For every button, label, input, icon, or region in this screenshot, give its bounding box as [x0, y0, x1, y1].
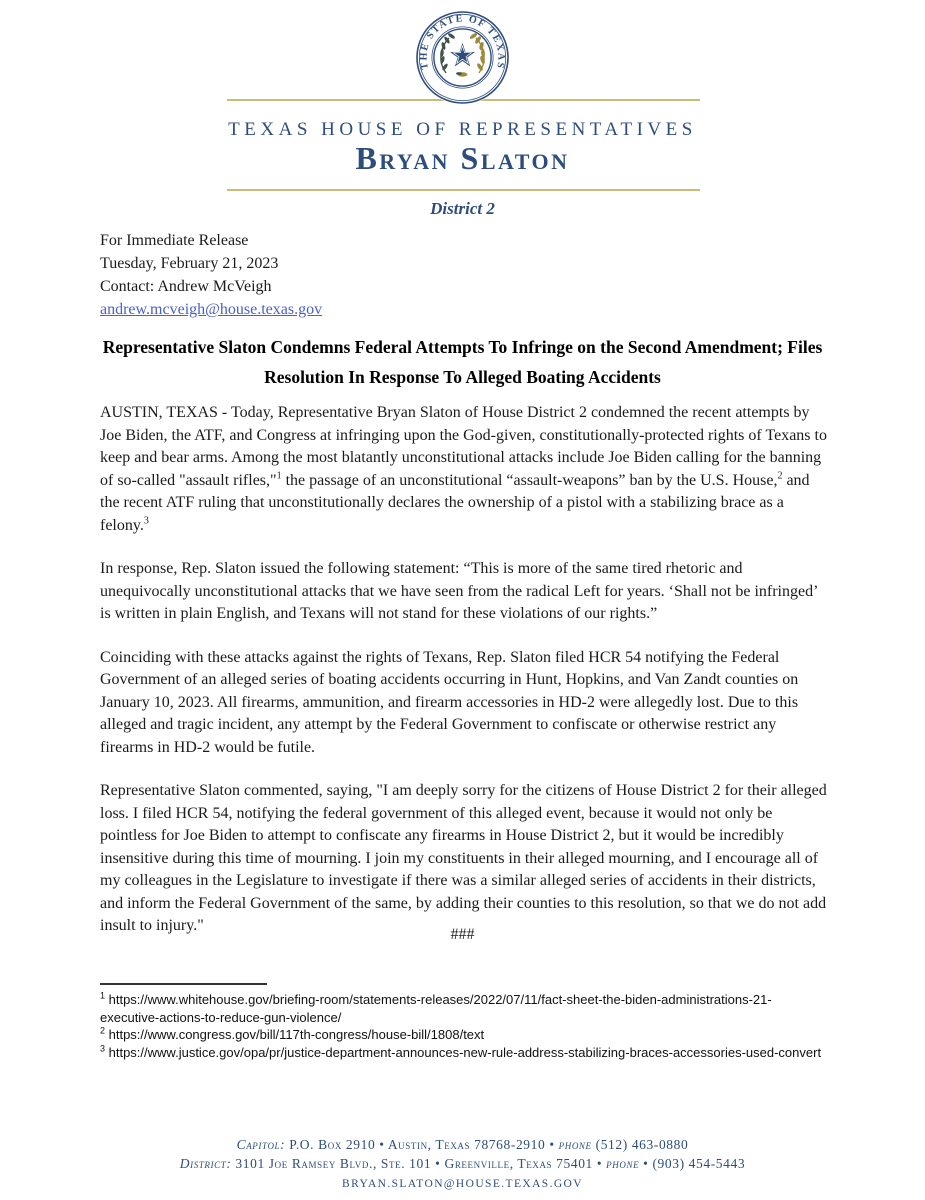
paragraph: Coinciding with these attacks against the rights of Texans, Rep. Slaton filed HCR 54 notifying the Federal Government of an alleged series of boating accidents occurring in Hunt, Hopkins, and Van Zandt counties on January 10, 2023. All firearms, ammunition, and firearm accessories in HD-2 were allegedly lost. Due to this alleged and tragic incident, any attempt by the Federal Government to confiscate or otherwise restrict any firearms in HD-2 would be futile. — [100, 648, 799, 756]
body-paragraphs — [100, 402, 827, 959]
footnote: $^3$ https://www.justice.gov/opa/pr/justice-department-announces-new-rule-address-stabilizing-braces-accessories-used-convert — [100, 1043, 822, 1060]
seal-text: THE STATE OF TEXAS — [418, 13, 507, 71]
district-label: District 2 — [430, 199, 495, 218]
organization-title: TEXAS HOUSE OF REPRESENTATIVES — [228, 119, 697, 140]
footer-district-line: District: 3101 Joe Ramsey Blvd., Ste. 101 • Greenville, Texas 75401 • phone • (903) 454-5443 — [179, 1156, 746, 1171]
release-line: For Immediate Release — [100, 232, 249, 249]
contact-line: Contact: Andrew McVeigh — [100, 278, 272, 295]
header-gold-rule-bottom — [227, 189, 700, 191]
footnote: $^2$ https://www.congress.gov/bill/117th-congress/house-bill/1808/text — [100, 1025, 485, 1042]
contact-block — [100, 229, 322, 321]
footer-capitol-line: Capitol: P.O. Box 2910 • Austin, Texas 78768-2910 • phone (512) 463-0880 — [236, 1137, 689, 1152]
headline: Representative Slaton Condemns Federal Attempts To Infringe on the Second Amendment; Files Resolution In Response To Alleged Boating Accidents — [102, 337, 823, 387]
footnotes — [100, 991, 827, 1061]
footer — [0, 1135, 925, 1193]
footnote: $^1$ https://www.whitehouse.gov/briefing-room/statements-releases/2022/07/11/fact-sheet-the-biden-administrations-21-executive-actions-to-reduce-gun-violence/ — [100, 990, 772, 1025]
footer-email: BRYAN.SLATON@HOUSE.TEXAS.GOV — [342, 1178, 583, 1190]
footnote-separator — [100, 983, 267, 985]
texas-state-seal — [415, 10, 510, 105]
member-name: Bryan Slaton — [355, 140, 570, 176]
end-mark: ### — [450, 926, 475, 943]
paragraph: Representative Slaton commented, saying, "I am deeply sorry for the citizens of House District 2 for their alleged loss. I filed HCR 54, notifying the federal government of this alleged event, because it would not only be pointless for Joe Biden to attempt to confiscate any firearms in House District 2, but it would be incredibly insensitive during this time of mourning. I join my constituents in their alleged mourning, and I encourage all of my colleagues in the Legislature to investigate if there was a similar alleged series of accidents in their districts, and inform the Federal Government of the same, by adding their counties to this resolution, so that we do not add insult to injury." — [100, 782, 827, 934]
paragraph: AUSTIN, TEXAS - Today, Representative Bryan Slaton of House District 2 condemned the recent attempts by Joe Biden, the ATF, and Congress at infringing upon the God-given, constitutionally-protected rights of Texans to keep and bear arms. Among the most blatantly unconstitutional attacks include Joe Biden calling for the banning of so-called "assault rifles,"$^1$ the passage of an unconstitutional “assault-weapons” ban by the U.S. House,$^2$ and the recent ATF ruling that unconstitutionally declares the ownership of a pistol with a stabilizing brace as a felony.$^3$ — [100, 404, 827, 534]
paragraph: In response, Rep. Slaton issued the following statement: “This is more of the same tired rhetoric and unequivocally unconstitutional attacks that we have seen from the radical Left for years. ‘Shall not be infringed’ is written in plain English, and Texans will not stand for these violations of our rights.” — [100, 560, 818, 622]
date-line: Tuesday, February 21, 2023 — [100, 255, 279, 272]
contact-email-link[interactable]: andrew.mcveigh@house.texas.gov — [100, 301, 323, 318]
